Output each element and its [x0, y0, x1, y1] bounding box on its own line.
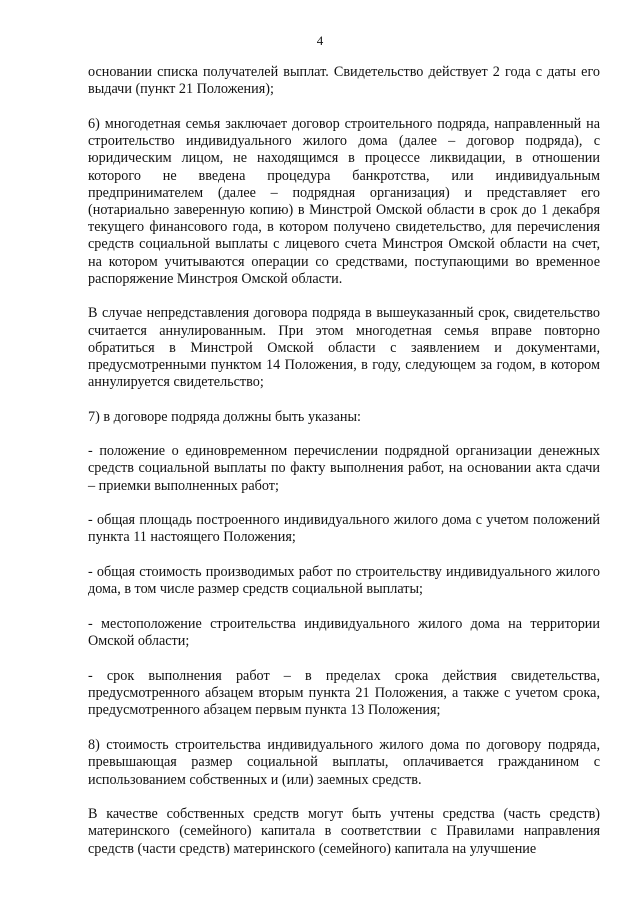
list-item-payment-provision: - положение о единовременном перечислении подрядной организации денежных средств социальной выплаты по факту выполнения работ, на основании акта сдачи – приемки выполненных работ;	[88, 443, 600, 494]
paragraph-item-8-cost: 8) стоимость строительства индивидуального жилого дома по договору подряда, превышающая размер социальной выплаты, оплачивается гражданином с использованием собственных и (или) заемных средств.	[88, 737, 600, 788]
paragraph-non-submission: В случае непредставления договора подряда в вышеуказанный срок, свидетельство считается аннулированным. При этом многодетная семья вправе повторно обратиться в Минстрой Омской области с заявлением и документами, предусмотренными пунктом 14 Положения, в году, следующем за годом, в котором аннулируется свидетельство;	[88, 305, 600, 391]
list-item-location: - местоположение строительства индивидуального жилого дома на территории Омской области;	[88, 616, 600, 650]
page-number: 4	[316, 33, 324, 48]
document-body	[88, 64, 600, 875]
list-item-work-period: - срок выполнения работ – в пределах срока действия свидетельства, предусмотренного абзацем вторым пункта 21 Положения, а также с учетом срока, предусмотренного абзацем первым пункта 13 Положения;	[88, 667, 600, 719]
paragraph-item-6-contract: 6) многодетная семья заключает договор строительного подряда, направленный на строительство индивидуального жилого дома (далее – договор подряда), с юридическим лицом, не находящимся в процессе ликвидации, в отношении которого не введена процедура банкротства, или индивидуальным предпринимателем (далее – подрядная организация) и представляет его (нотариально заверенную копию) в Минстрой Омской области в срок до 1 декабря текущего финансового года, в котором получено свидетельство, для перечисления средств социальной выплаты с лицевого счета Минстроя Омской области на счет, на котором учитываются операции со средствами, поступающими во временное распоряжение Минстроя Омской области.	[88, 115, 600, 287]
paragraph-own-funds: В качестве собственных средств могут быть учтены средства (часть средств) материнского (семейного) капитала в соответствии с Правилами направления средств (части средств) материнского (семейного) капитала на улучшение	[88, 806, 600, 857]
paragraph-item-7-heading: 7) в договоре подряда должны быть указаны:	[88, 408, 361, 425]
list-item-total-area: - общая площадь построенного индивидуального жилого дома с учетом положений пункта 11 настоящего Положения;	[88, 512, 600, 546]
list-item-total-cost: - общая стоимость производимых работ по строительству индивидуального жилого дома, в том числе размер средств социальной выплаты;	[88, 564, 600, 598]
paragraph-certificate-validity: основании списка получателей выплат. Свидетельство действует 2 года с даты его выдачи (пункт 21 Положения);	[88, 64, 600, 98]
